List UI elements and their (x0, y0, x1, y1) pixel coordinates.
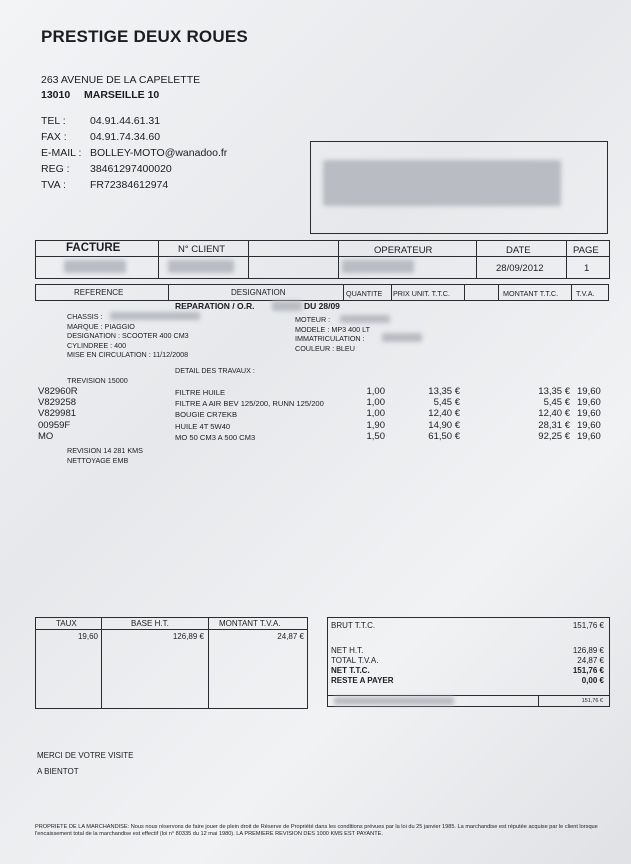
item-tva-rate: 19,60 (577, 430, 601, 442)
payment-amount: 151,76 € (581, 698, 603, 704)
item-amounts (512, 386, 570, 442)
redacted-invoice-number (64, 260, 126, 273)
tva-col-header: T.V.A. (576, 289, 595, 298)
item-amount: 12,40 € (538, 408, 570, 420)
reference-col-header: REFERENCE (74, 288, 124, 297)
item-price: 61,50 € (428, 430, 460, 442)
col-divider (391, 285, 392, 300)
net-ttc-value: 151,76 € (572, 666, 604, 675)
prix-col-header: PRIX UNIT. T.T.C. (393, 289, 450, 298)
contact-label: TVA : (41, 179, 66, 191)
base-ht-header: BASE H.T. (131, 619, 169, 628)
revision-note: REVISION 14 281 KMS (67, 446, 143, 455)
net-ttc-label: NET T.T.C. (331, 666, 370, 675)
item-prices (410, 386, 460, 442)
item-designations (175, 387, 324, 443)
redacted-address (323, 160, 561, 206)
tva-value: FR72384612974 (90, 179, 169, 191)
totals-labels (331, 646, 394, 686)
item-designation: HUILE 4T 5W40 (175, 421, 231, 431)
redacted-chassis (110, 312, 200, 320)
company-name: PRESTIGE DEUX ROUES (41, 27, 248, 46)
page-number: 1 (584, 263, 590, 274)
phone-value: 04.91.44.61.31 (90, 115, 161, 127)
company-street: 263 AVENUE DE LA CAPELETTE (41, 74, 201, 86)
total-tva-label: TOTAL T.V.A. (331, 656, 379, 665)
col-divider (248, 241, 249, 278)
item-ref: V829981 (38, 408, 77, 420)
vat-base: 126,89 € (172, 632, 204, 641)
moteur-line: MOTEUR : (295, 315, 331, 324)
reg-value: 38461297400020 (90, 163, 172, 175)
total-tva-value: 24,87 € (577, 656, 604, 665)
net-ht-value: 126,89 € (572, 646, 604, 655)
redacted-client-number (168, 260, 234, 273)
item-tva-rate: 19,60 (577, 408, 601, 420)
redacted-immatriculation (382, 333, 422, 342)
item-price: 14,90 € (428, 419, 460, 431)
item-designation: BOUGIE CR7EKB (175, 410, 238, 420)
item-amount: 5,45 € (543, 397, 570, 409)
totals-box (327, 617, 610, 696)
col-divider (566, 241, 567, 278)
company-postcode: 13010 (41, 89, 71, 101)
payment-row (327, 695, 610, 707)
invoice-date: 28/09/2012 (496, 263, 544, 274)
chassis-line: CHASSIS : (67, 312, 103, 321)
col-divider (538, 696, 539, 706)
item-amount: 92,25 € (538, 430, 570, 442)
revision-notes (67, 446, 143, 465)
contact-label: TEL : (41, 115, 66, 127)
item-ref: V829258 (38, 397, 77, 409)
modele-line: MODELE : MP3 400 LT (295, 324, 370, 334)
item-amount: 28,31 € (538, 419, 570, 431)
contact-label: REG : (41, 163, 70, 175)
company-city: MARSEILLE 10 (84, 89, 160, 101)
col-divider (571, 285, 572, 300)
operateur-label: OPERATEUR (374, 245, 433, 256)
col-divider (158, 241, 159, 278)
reste-label: RESTE A PAYER (331, 676, 394, 685)
designation-col-header: DESIGNATION (231, 288, 286, 297)
item-price: 12,40 € (428, 408, 460, 420)
item-quantities (355, 386, 385, 442)
repair-order-title: REPARATION / O.R. (175, 301, 255, 311)
col-divider (343, 285, 344, 300)
taux-header: TAUX (56, 619, 77, 628)
item-tva-rate: 19,60 (577, 386, 601, 397)
item-price: 13,35 € (428, 386, 460, 397)
item-references (38, 386, 78, 442)
mise-circulation-line: MISE EN CIRCULATION : 11/12/2008 (67, 350, 189, 359)
totals-values (528, 646, 604, 686)
redacted-payment (334, 697, 454, 705)
detail-travaux-label: DETAIL DES TRAVAUX : (175, 366, 255, 375)
marque-line: MARQUE : PIAGGIO (67, 321, 135, 331)
item-qty: 1,00 (366, 408, 385, 420)
customer-address-box (310, 141, 608, 234)
brut-value: 151,76 € (572, 621, 604, 630)
item-price: 5,45 € (433, 397, 460, 409)
col-divider (168, 285, 169, 300)
vat-rate: 19,60 (77, 632, 98, 641)
see-you-message: A BIENTOT (37, 767, 79, 776)
repair-order-date: DU 28/09 (304, 301, 340, 311)
revision-title: TREVISION 15000 (67, 376, 128, 385)
montant-col-header: MONTANT T.T.C. (503, 289, 559, 298)
item-designation: FILTRE HUILE (175, 388, 226, 397)
designation-line: DESIGNATION : SCOOTER 400 CM3 (67, 331, 189, 340)
contact-label: FAX : (41, 131, 67, 143)
couleur-line: COULEUR : BLEU (295, 343, 355, 353)
vat-header-divider (36, 629, 307, 630)
vat-amount: 24,87 € (277, 632, 304, 641)
email-value: BOLLEY-MOTO@wanadoo.fr (90, 147, 228, 159)
item-designation: FILTRE A AIR BEV 125/200, RUNN 125/200 (175, 399, 324, 409)
item-tva-rate: 19,60 (577, 397, 601, 409)
col-divider (464, 285, 465, 300)
date-label: DATE (506, 245, 531, 256)
item-designation: MO 50 CM3 A 500 CM3 (175, 432, 256, 442)
invoice-header-table (35, 240, 610, 279)
contact-values (90, 113, 227, 193)
col-divider (208, 618, 209, 708)
column-header-row (35, 284, 609, 301)
item-qty: 1,90 (366, 419, 385, 431)
thanks-message: MERCI DE VOTRE VISITE (37, 751, 134, 760)
item-qty: 1,00 (366, 386, 385, 397)
col-divider (498, 285, 499, 300)
client-label: N° CLIENT (178, 244, 226, 255)
col-divider (338, 241, 339, 278)
quantite-col-header: QUANTITE (346, 289, 383, 298)
nettoyage-note: NETTOYAGE EMB (67, 455, 129, 465)
vat-table (35, 617, 308, 709)
brut-label: BRUT T.T.C. (331, 621, 376, 630)
item-amount: 13,35 € (538, 386, 570, 397)
montant-tva-header: MONTANT T.V.A. (219, 619, 281, 628)
reste-value: 0,00 € (581, 676, 604, 685)
redacted-order-number (272, 301, 302, 311)
page-label: PAGE (573, 245, 599, 256)
item-ref: V82960R (38, 386, 78, 397)
item-qty: 1,00 (366, 397, 385, 409)
redacted-moteur (340, 315, 390, 323)
contact-label: E-MAIL : (41, 147, 82, 159)
item-qty: 1,50 (366, 430, 385, 442)
item-tva (577, 386, 601, 442)
col-divider (101, 618, 102, 708)
facture-label: FACTURE (66, 242, 121, 254)
header-divider (36, 256, 609, 257)
immatriculation-line: IMMATRICULATION : (295, 334, 365, 343)
item-ref: MO (38, 430, 54, 442)
col-divider (476, 241, 477, 278)
item-ref: 00959F (38, 419, 71, 431)
fax-value: 04.91.74.34.60 (90, 131, 161, 143)
cylindree-line: CYLINDREE : 400 (67, 340, 127, 350)
contact-labels (41, 113, 81, 193)
net-ht-label: NET H.T. (331, 646, 364, 655)
redacted-operator (342, 260, 414, 273)
item-tva-rate: 19,60 (577, 419, 601, 431)
legal-footer: PROPRIETE DE LA MARCHANDISE: Nous nous réservons de faire jouer de plein droit de Réserve de Propriété dans les conditions prévues par la loi du 25 janvier 1985. La marchandise est réputée acquise par le client lorsque l'encaissement total de la marchandise est effectif (loi n° 80335 du 12 mai 1980). LA PREMIERE REVISION DES 1000 KMS EST PAYANTE. (35, 824, 598, 837)
